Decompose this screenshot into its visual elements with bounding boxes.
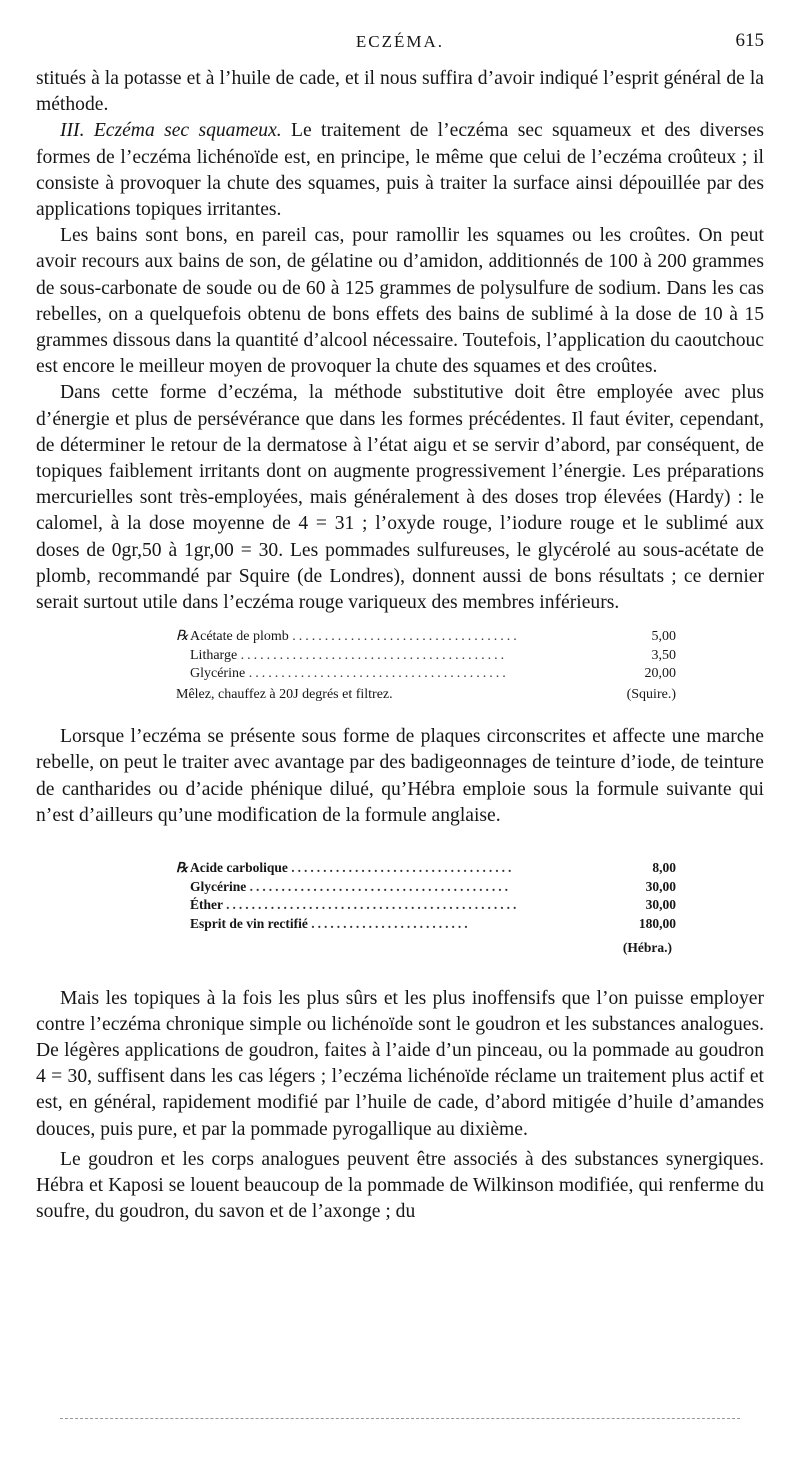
paragraph-continuation: stitués à la potasse et à l’huile de cade, et il nous suffira d’avoir indiqué l’esprit général de la méthode. [36, 68, 764, 116]
paragraph-bains: Les bains sont bons, en pareil cas, pour ramollir les squames ou les croûtes. On peut avoir recours aux bains de son, de gélatine ou d’amidon, additionnés de 100 à 200 grammes de sous-carbonate de soude ou de 60 à 125 grammes de polysulfure de sodium. Dans les cas rebelles, on a quelquefois obtenu de bons effets des bains de sublimé à la dose de 10 à 15 grammes dissous dans la quantité d’alcool nécessaire. Toutefois, l’application du caoutchouc est encore le meilleur moyen de provoquer la chute des squames et des croûtes. [36, 225, 764, 378]
formula-quantity: 30,00 [645, 878, 676, 894]
formula-ingredient: Acétate de plomb [190, 629, 289, 645]
formula-ingredient: Éther [190, 897, 223, 913]
formula-note: Mêlez, chauffez à 20J degrés et filtrez. [176, 686, 393, 702]
formula-ingredient: Esprit de vin rectifié [190, 915, 308, 931]
formula-ingredient: Acide carbolique [190, 860, 288, 876]
book-page [36, 28, 764, 1225]
formula-quantity: 3,50 [651, 647, 676, 663]
formula-row: Esprit de vin rectifié ......................... 180,00 [176, 915, 676, 934]
paragraph-methode-substitutive: Dans cette forme d’eczéma, la méthode substitutive doit être employée avec plus d’énergie et plus de persévérance que dans les formes précédentes. Il faut éviter, cependant, de déterminer le retour de la dermatose à l’état aigu et se servir d’abord, par conséquent, de topiques faiblement irritants dont on augmente progressivement l’énergie. Les préparations mercurielles sont très-employées, mais généralement à des doses trop élevées (Hardy) : le calomel, à la dose moyenne de 4 = 31 ; l’oxyde rouge, l’iodure rouge et le sublimé aux doses de 0gr,50 à 1gr,00 = 30. Les pommades sulfureuses, le glycérolé au sous-acétate de plomb, recommandé par Squire (de Londres), donnent aussi de bons résultats ; ce dernier serait surtout utile dans l’eczéma rouge variqueux des membres inférieurs. [36, 382, 764, 614]
formula-row: Éther .............................................. 30,00 [176, 896, 676, 915]
formula-ingredient: Litharge [190, 647, 238, 663]
formula-source: (Squire.) [626, 686, 676, 702]
formula-source: (Hébra.) [622, 940, 672, 956]
footer-rule [60, 1418, 740, 1419]
page-header [36, 28, 764, 58]
page-number: 615 [735, 30, 764, 51]
formula-quantity: 5,00 [651, 629, 676, 645]
recipe-symbol-icon: ℞ [176, 629, 189, 645]
formula-quantity: 30,00 [645, 897, 676, 913]
paragraph-synergiques: Le goudron et les corps analogues peuvent être associés à des substances synergiques. Hébra et Kaposi se louent beaucoup de la pommade de Wilkinson modifiée, qui renferme du soufre, du goudron, du savon et de l’axonge ; du [36, 1148, 764, 1223]
running-title: ECZÉMA. [355, 32, 445, 51]
section-iii-text: Le traitement de l’eczéma sec squameux et des diverses formes de l’eczéma lichénoïde est, en principe, le même que celui de l’eczéma croûteux ; il consiste à provoquer la chute des squames, puis à traiter la surface ainsi dépouillée par des applications topiques irritantes. [36, 120, 764, 221]
formula-row: Litharge ......................................... 3,50 [176, 647, 676, 666]
section-heading: III. Eczéma sec squameux. [60, 120, 282, 142]
formula-ingredient: Glycérine [190, 666, 246, 682]
formula-hebra [176, 859, 676, 958]
formula-row: ℞ Acétate de plomb ................................... 5,00 [176, 628, 676, 647]
formula-quantity: 8,00 [652, 860, 676, 876]
formula-row: Glycérine ......................................... 30,00 [176, 878, 676, 897]
formula-row: Glycérine ........................................ 20,00 [176, 665, 676, 684]
recipe-symbol-icon: ℞ [176, 860, 189, 876]
formula-ingredient: Glycérine [190, 878, 247, 894]
paragraph-plaques: Lorsque l’eczéma se présente sous forme de plaques circonscrites et affecte une marche rebelle, on peut le traiter avec avantage par des badigeonnages de teinture d’iode, de teinture de cantharides ou d’acide phénique dilué, qu’Hébra emploie sous la formule suivante qui n’est d’ailleurs qu’une modification de la formule anglaise. [36, 726, 764, 826]
formula-squire [176, 628, 676, 704]
formula-quantity: 180,00 [638, 915, 676, 931]
formula-row: ℞ Acide carbolique ................................... 8,00 [176, 859, 676, 878]
formula-quantity: 20,00 [644, 666, 676, 682]
paragraph-section-iii [36, 118, 764, 223]
paragraph-goudron: Mais les topiques à la fois les plus sûrs et les plus inoffensifs que l’on puisse employer contre l’eczéma chronique simple ou lichénoïde sont le goudron et les substances analogues. De légères applications de goudron, faites à l’aide d’un pinceau, ou la pommade au goudron 4 = 30, suffisent dans les cas légers ; l’eczéma lichénoïde réclame un traitement plus actif et est, en général, rapidement modifié par l’huile de cade, d’abord mitigée d’huile d’amandes douces, puis pure, et par la pommade pyrogallique au dixième. [36, 987, 764, 1140]
